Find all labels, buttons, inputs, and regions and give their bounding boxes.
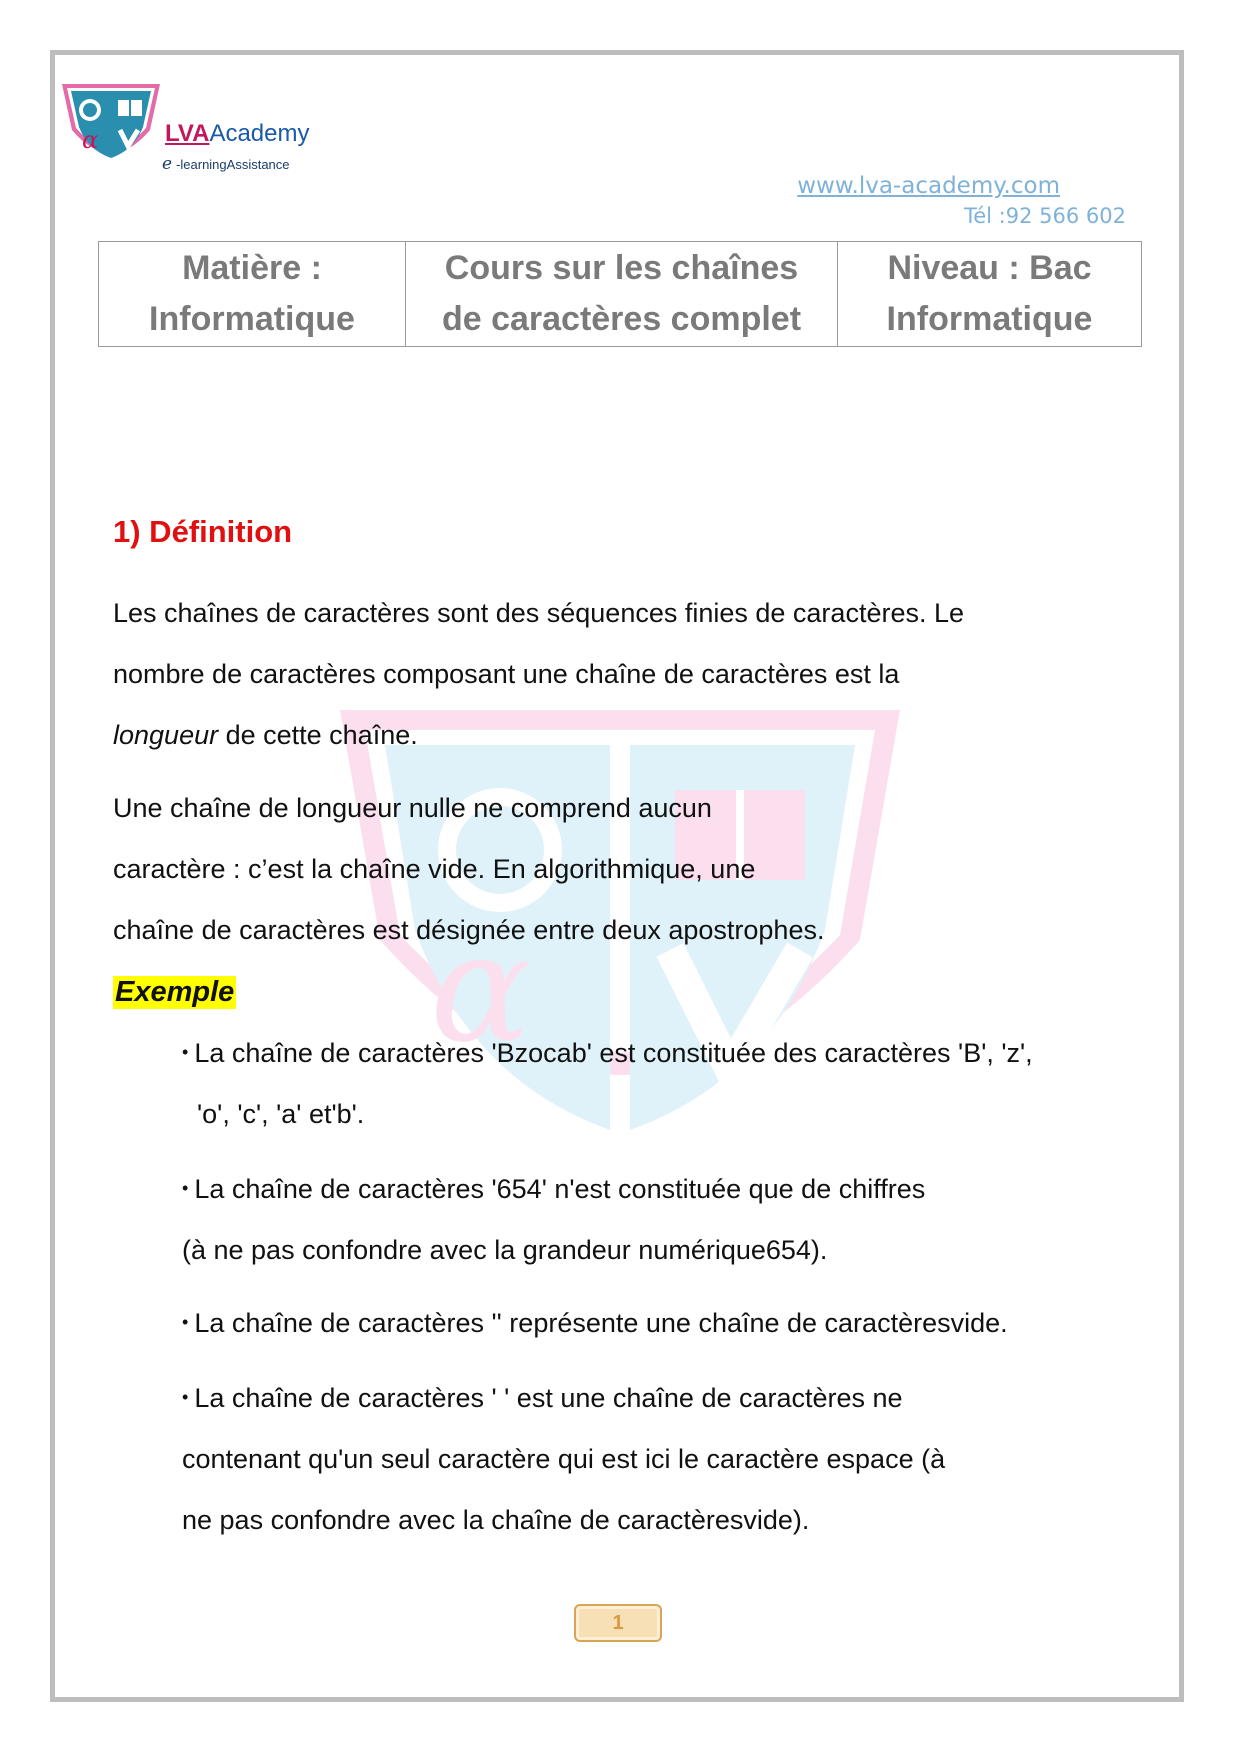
paragraph-line: chaîne de caractères est désignée entre deux apostrophes. xyxy=(113,915,825,945)
brand-tagline: e -learningAssistance xyxy=(162,154,290,174)
term-longueur: longueur xyxy=(113,720,219,750)
svg-text:α: α xyxy=(82,126,99,154)
subject-cell: Matière : Informatique xyxy=(149,249,355,338)
bullet-icon: • xyxy=(182,1312,189,1332)
list-item-continuation: contenant qu'un seul caractère qui est ici le caractère espace (à xyxy=(182,1444,946,1474)
paragraph-line: caractère : c’est la chaîne vide. En algorithmique, une xyxy=(113,854,756,884)
bullet-icon: • xyxy=(182,1387,189,1407)
paragraph-line: Une chaîne de longueur nulle ne comprend aucun xyxy=(113,793,712,823)
lva-academy-logo xyxy=(58,80,164,170)
paragraph-line: nombre de caractères composant une chaîne de caractères est la xyxy=(113,659,900,689)
list-item: • La chaîne de caractères '654' n'est constituée que de chiffres xyxy=(182,1174,926,1204)
paragraph-line: Les chaînes de caractères sont des séquences finies de caractères. Le xyxy=(113,598,965,628)
brand-name: LVAAcademy xyxy=(165,120,310,147)
course-info-table xyxy=(98,241,1142,347)
level-cell: Niveau : Bac Informatique xyxy=(837,242,1141,346)
list-item-continuation: (à ne pas confondre avec la grandeur numérique654). xyxy=(182,1235,828,1265)
example-label: Exemple xyxy=(115,976,235,1008)
phone-number: Tél :92 566 602 xyxy=(963,204,1126,228)
course-title-cell: Cours sur les chaînes de caractères complet xyxy=(405,242,837,346)
list-item-continuation: 'o', 'c', 'a' et'b'. xyxy=(197,1099,365,1129)
bullet-icon: • xyxy=(182,1178,189,1198)
paragraph-line: longueur de cette chaîne. xyxy=(113,720,418,750)
list-item: • La chaîne de caractères 'Bzocab' est constituée des caractères 'B', 'z', xyxy=(182,1038,1033,1068)
list-item: • La chaîne de caractères '' représente une chaîne de caractèresvide. xyxy=(182,1308,1008,1338)
bullet-icon: • xyxy=(182,1042,189,1062)
list-item-continuation: ne pas confondre avec la chaîne de caractèresvide). xyxy=(182,1505,810,1535)
website-link[interactable]: www.lva-academy.com xyxy=(797,173,1060,199)
list-item: • La chaîne de caractères ' ' est une chaîne de caractères ne xyxy=(182,1383,903,1413)
svg-text:α: α xyxy=(430,902,532,1076)
section-heading: 1) Définition xyxy=(113,514,293,549)
page-number-badge: 1 xyxy=(574,1604,662,1642)
